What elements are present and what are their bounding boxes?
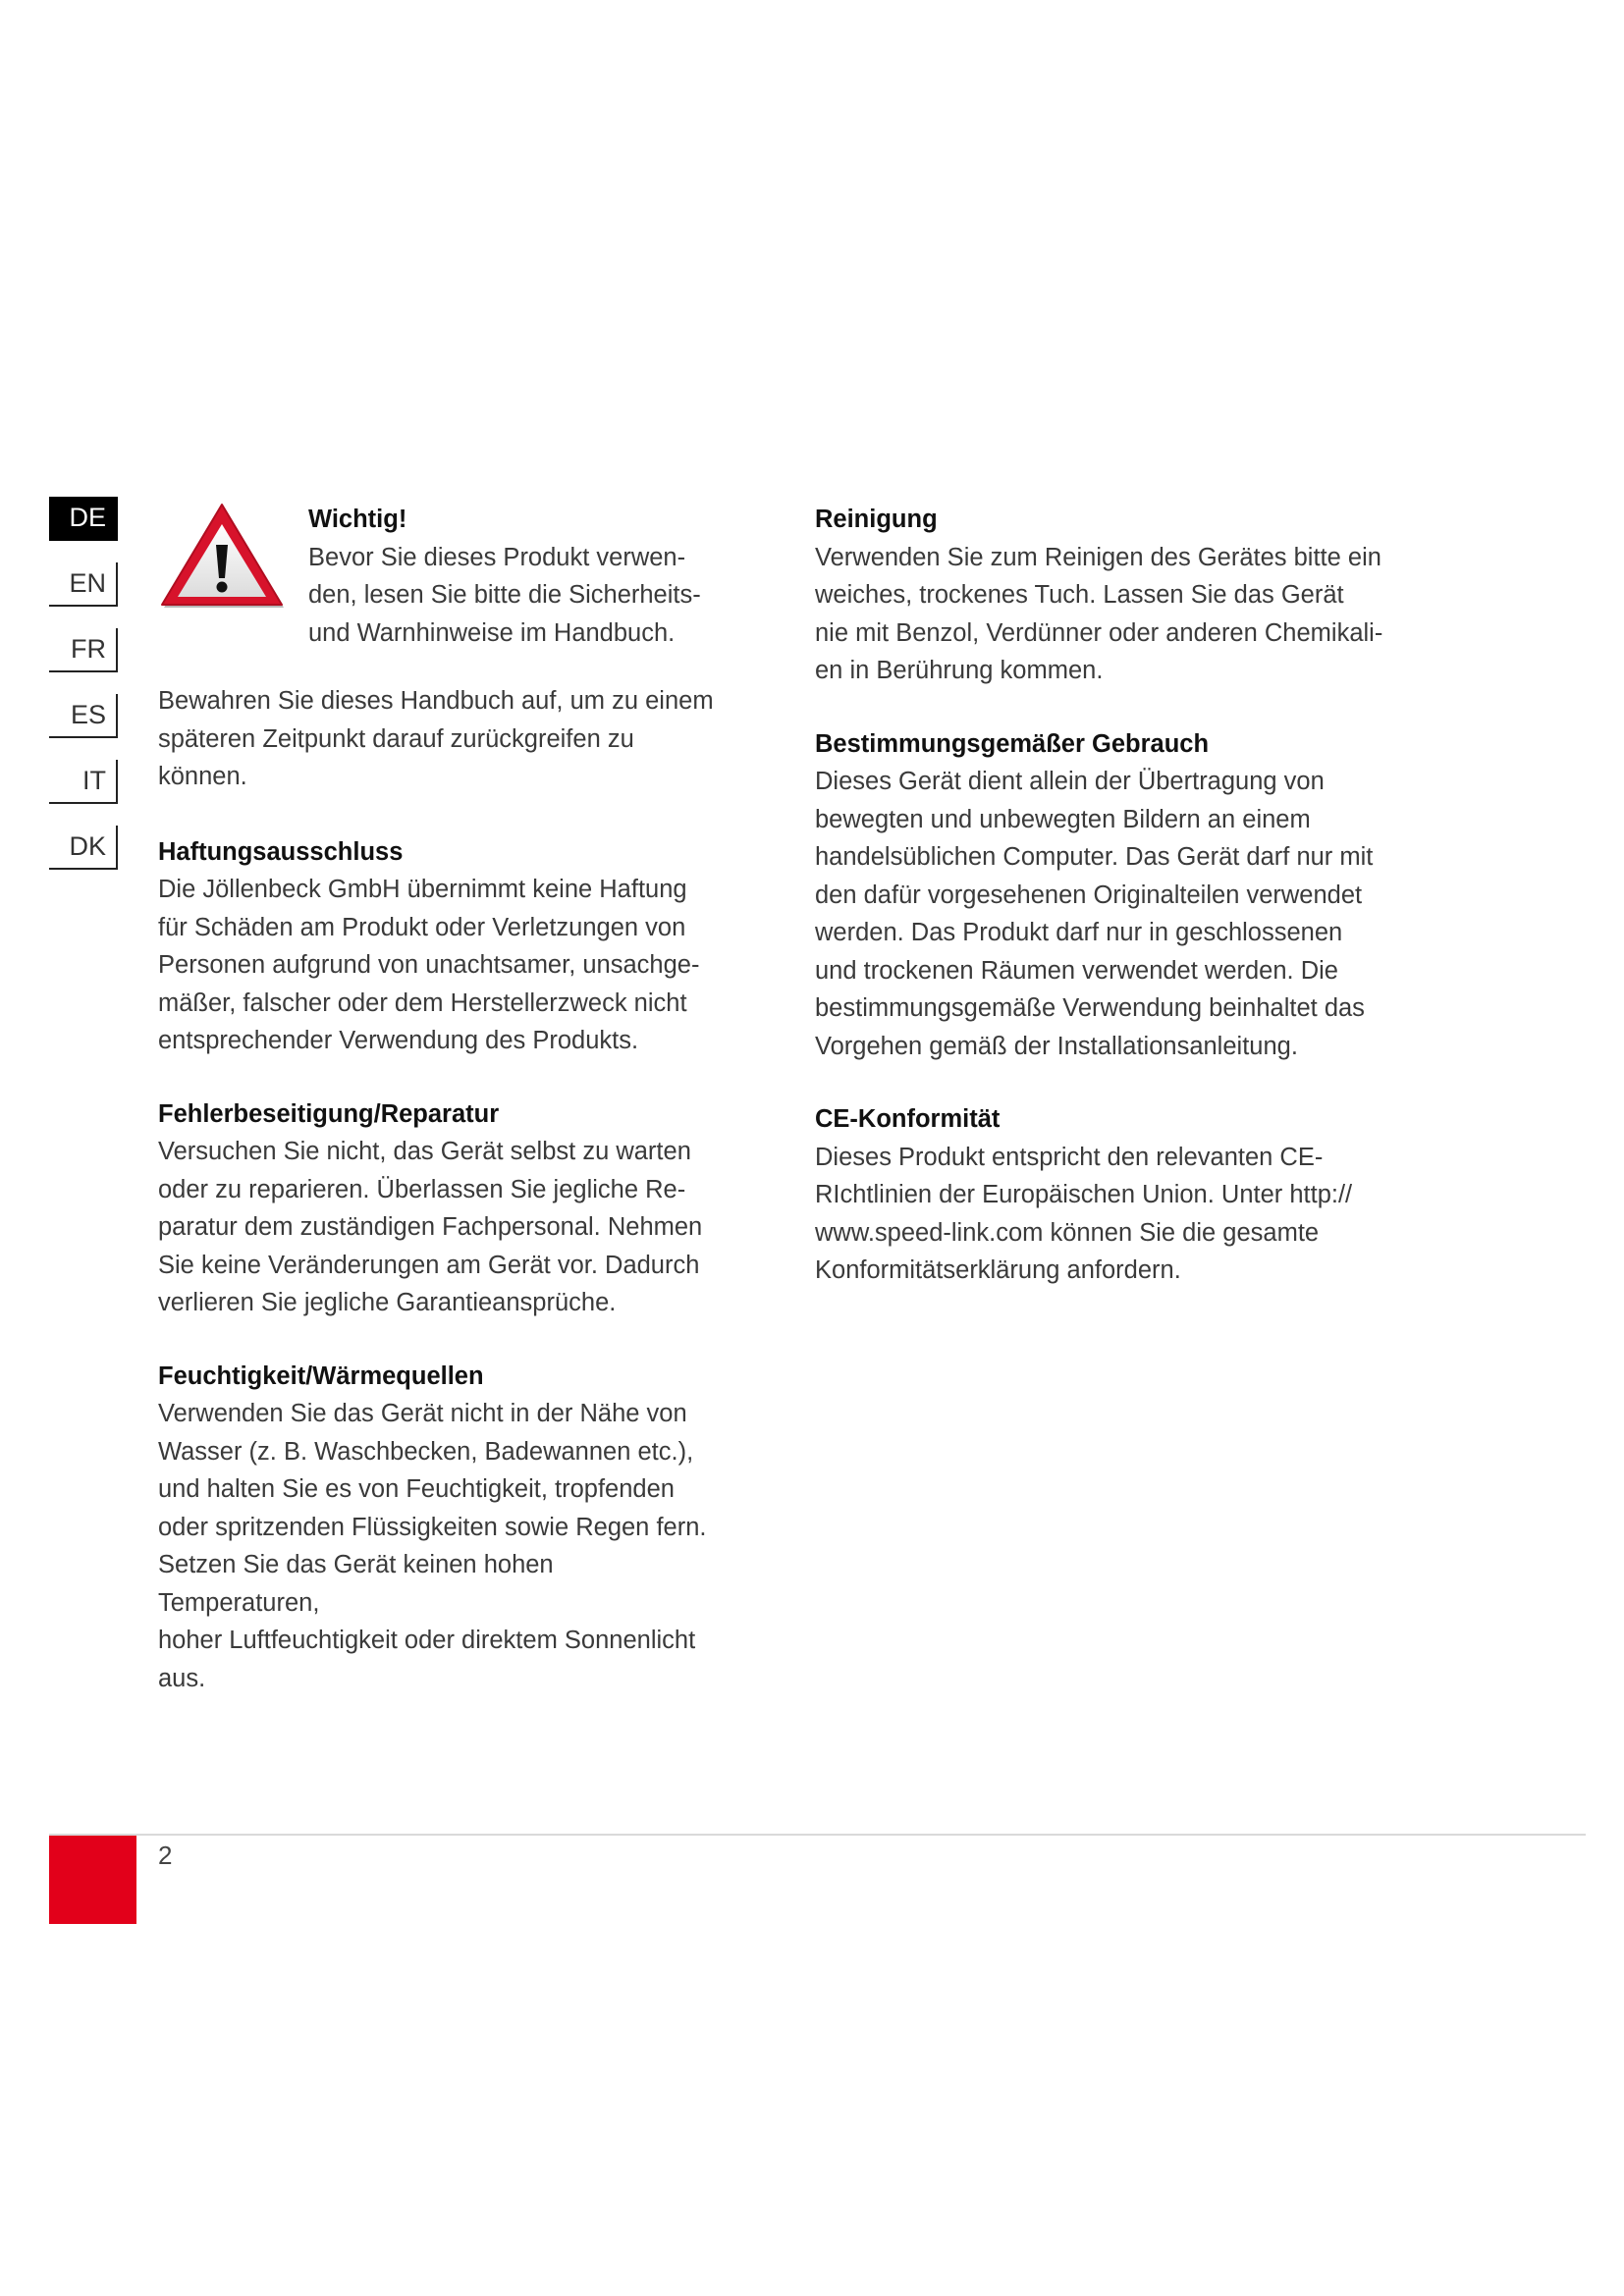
page-number: 2 xyxy=(158,1841,173,1870)
section-body: Die Jöllenbeck GmbH übernimmt keine Haftung für Schäden am Produkt oder Verletzungen von Personen aufgrund von unachtsamer, unsachge- mäßer, falscher oder dem Herstellerzweck nicht entsprechender Verwendung des Produkts. xyxy=(158,876,700,1054)
section-title: Bestimmungsgemäßer Gebrauch xyxy=(815,729,1210,758)
warning-title: Wichtig! xyxy=(308,506,407,533)
warning-triangle-icon xyxy=(158,501,286,611)
right-column xyxy=(815,501,1384,1325)
left-column xyxy=(158,501,718,1733)
section-bestimmungsgemaesser-gebrauch xyxy=(815,725,1384,1066)
section-body: Versuchen Sie nicht, das Gerät selbst zu warten oder zu reparieren. Überlassen Sie jegliche Re- paratur dem zuständigen Fachpersonal. Nehmen Sie keine Veränderungen am Gerät vor. Dadurch verlieren Sie jegliche Garantieansprüche. xyxy=(158,1138,703,1316)
lang-tab-es[interactable]: ES xyxy=(49,694,118,738)
section-body: Dieses Produkt entspricht den relevanten CE- RIchtlinien der Europäischen Union. Unter http:// www.speed-link.com können Sie die gesamte Konformitätserklärung anfordern. xyxy=(815,1143,1353,1284)
section-title: Feuchtigkeit/Wärmequellen xyxy=(158,1362,484,1390)
warning-body: Bevor Sie dieses Produkt verwen- den, lesen Sie bitte die Sicherheits- und Warnhinweise im Handbuch. xyxy=(308,543,701,647)
section-body: Verwenden Sie das Gerät nicht in der Nähe von Wasser (z. B. Waschbecken, Badewannen etc.), und halten Sie es von Feuchtigkeit, tropfenden oder spritzenden Flüssigkeiten sowie Regen fern. Setzen Sie das Gerät keinen hohen Temperaturen, hoher Luftfeuchtigkeit oder direktem Sonnenlicht aus. xyxy=(158,1400,707,1692)
section-title: CE-Konformität xyxy=(815,1105,1001,1133)
section-body: Dieses Gerät dient allein der Übertragung von bewegten und unbewegten Bildern an einem handelsüblichen Computer. Das Gerät darf nur mit den dafür vorgesehenen Originalteilen verwendet werden. Das Produkt darf nur in geschlossenen und trockenen Räumen verwendet werden. Die bestimmungsgemäße Verwendung beinhaltet das Vorgehen gemäß der Installationsanleitung. xyxy=(815,768,1374,1060)
footer-divider xyxy=(49,1834,1586,1836)
footer-accent-block xyxy=(49,1836,136,1924)
section-body: Verwenden Sie zum Reinigen des Gerätes bitte ein weiches, trockenes Tuch. Lassen Sie das Gerät nie mit Benzol, Verdünner oder anderen Chemikali- en in Berührung kommen. xyxy=(815,543,1383,684)
lang-tab-en[interactable]: EN xyxy=(49,562,118,607)
warning-body-continued: Bewahren Sie dieses Handbuch auf, um zu einem späteren Zeitpunkt darauf zurückgreifen zu können. xyxy=(158,687,714,790)
warning-text xyxy=(308,501,721,652)
section-reinigung xyxy=(815,501,1384,690)
lang-tab-fr[interactable]: FR xyxy=(49,628,118,672)
section-haftungsausschluss xyxy=(158,833,718,1060)
section-ce-konformitaet xyxy=(815,1100,1384,1290)
lang-tab-de[interactable]: DE xyxy=(49,497,118,541)
section-fehlerbeseitigung xyxy=(158,1095,718,1322)
section-title: Fehlerbeseitigung/Reparatur xyxy=(158,1099,500,1128)
section-feuchtigkeit xyxy=(158,1358,718,1698)
section-title: Reinigung xyxy=(815,506,938,533)
language-tabs xyxy=(49,497,118,891)
lang-tab-dk[interactable]: DK xyxy=(49,826,118,870)
section-title: Haftungsausschluss xyxy=(158,837,404,866)
lang-tab-it[interactable]: IT xyxy=(49,760,118,804)
warning-block xyxy=(158,501,718,682)
